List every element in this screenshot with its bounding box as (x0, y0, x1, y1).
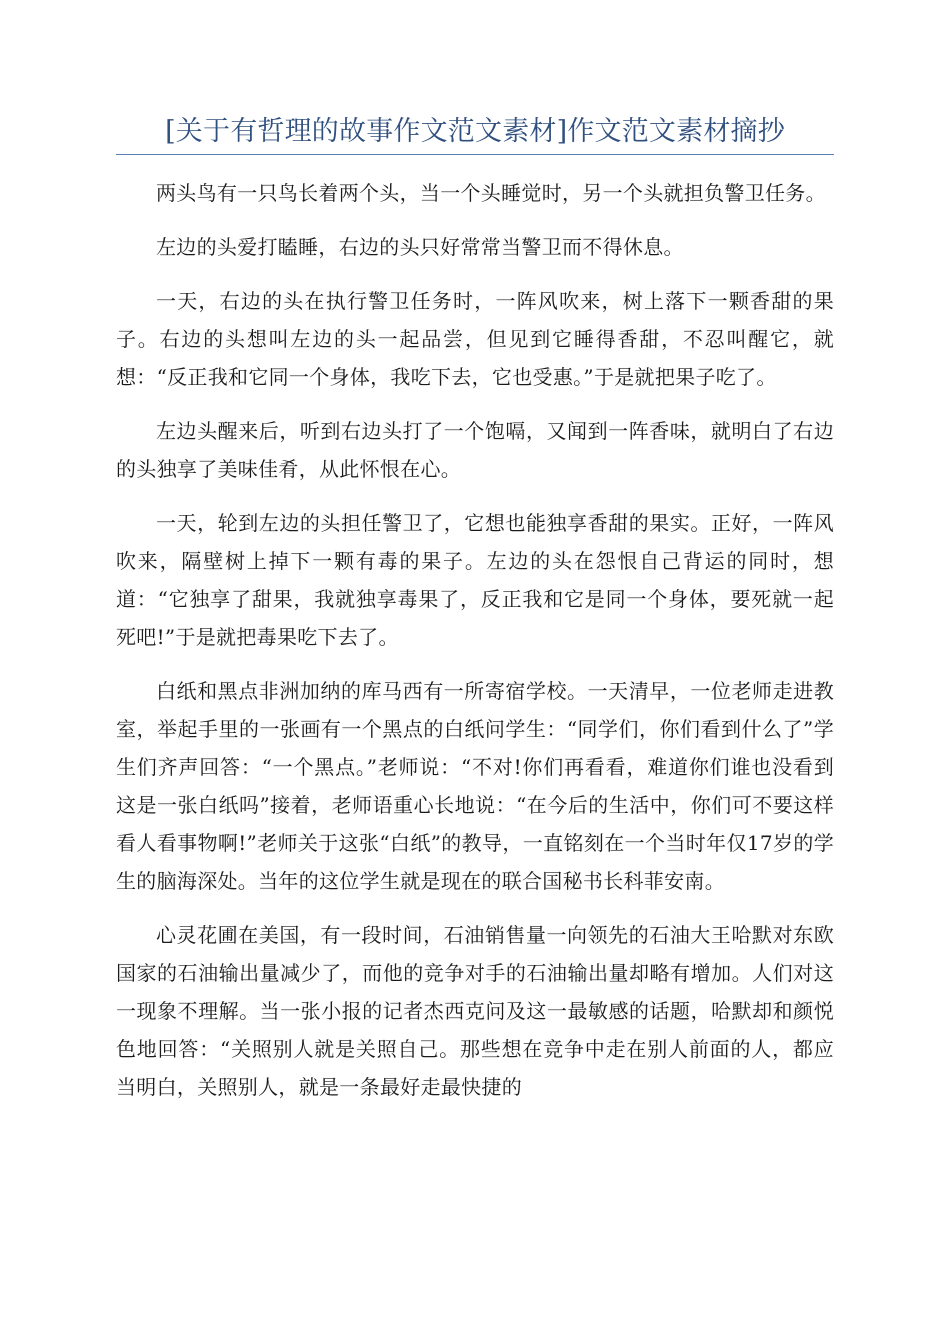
paragraph: 两头鸟有一只鸟长着两个头，当一个头睡觉时，另一个头就担负警卫任务。 (156, 181, 826, 205)
paragraph: 左边头醒来后，听到右边头打了一个饱嗝，又闻到一阵香味，就明白了右边的头独享了美味佳肴，从此怀恨在心。 (116, 419, 834, 481)
title-underline (116, 154, 834, 155)
document-title: [关于有哲理的故事作文范文素材]作文范文素材摘抄 (165, 116, 785, 147)
document-body (116, 174, 834, 1122)
paragraph: 一天，轮到左边的头担任警卫了，它想也能独享香甜的果实。正好，一阵风吹来，隔壁树上掉下一颗有毒的果子。左边的头在怨恨自己背运的同时，想道：“它独享了甜果，我就独享毒果了，反正我和它是同一个身体，要死就一起死吧!”于是就把毒果吃下去了。 (116, 511, 834, 649)
paragraph: 一天，右边的头在执行警卫任务时，一阵风吹来，树上落下一颗香甜的果子。右边的头想叫左边的头一起品尝，但见到它睡得香甜，不忍叫醒它，就想：“反正我和它同一个身体，我吃下去，它也受惠。”于是就把果子吃了。 (116, 289, 834, 389)
paragraph: 左边的头爱打瞌睡，右边的头只好常常当警卫而不得休息。 (156, 235, 684, 259)
paragraph: 白纸和黑点非洲加纳的库马西有一所寄宿学校。一天清早，一位老师走进教室，举起手里的一张画有一个黑点的白纸问学生：“同学们，你们看到什么了”学生们齐声回答：“一个黑点。”老师说：“不对!你们再看看，难道你们谁也没看到这是一张白纸吗”接着，老师语重心长地说：“在今后的生活中，你们可不要这样看人看事物啊!”老师关于这张“白纸”的教导，一直铭刻在一个当时年仅17岁的学生的脑海深处。当年的这位学生就是现在的联合国秘书长科菲安南。 (116, 679, 834, 893)
paragraph: 心灵花圃在美国，有一段时间，石油销售量一向领先的石油大王哈默对东欧国家的石油输出量减少了，而他的竞争对手的石油输出量却略有增加。人们对这一现象不理解。当一张小报的记者杰西克问及这一最敏感的话题，哈默却和颜悦色地回答：“关照别人就是关照自己。那些想在竞争中走在别人前面的人，都应当明白，关照别人，就是一条最好走最快捷的 (116, 923, 834, 1099)
